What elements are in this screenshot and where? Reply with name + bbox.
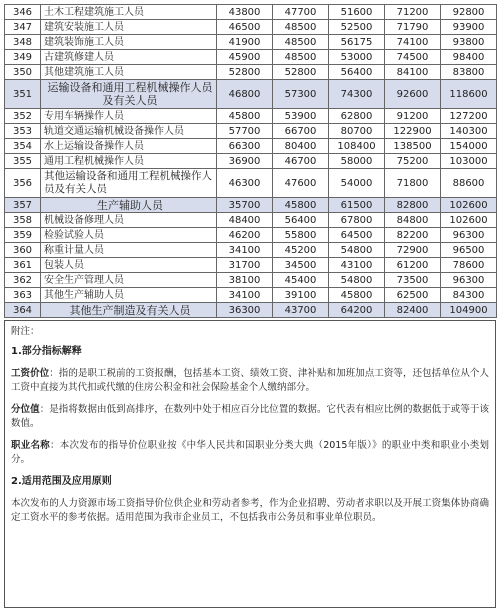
occupation-code: 363 — [5, 288, 41, 303]
table-row — [5, 243, 497, 258]
wage-value-cell: 43100 — [329, 258, 385, 273]
wage-value-cell: 46700 — [273, 154, 329, 169]
wage-value-cell: 61200 — [385, 258, 441, 273]
wage-value-cell: 92600 — [385, 80, 441, 109]
occupation-name: 其他建筑施工人员 — [41, 65, 217, 80]
wage-value-cell: 102600 — [441, 198, 497, 213]
occupation-code: 354 — [5, 139, 41, 154]
wage-value-cell: 140300 — [441, 124, 497, 139]
wage-value-cell: 47700 — [273, 5, 329, 20]
occupation-code: 357 — [5, 198, 41, 213]
wage-value-cell: 45900 — [217, 50, 273, 65]
table-row — [5, 35, 497, 50]
table-row — [5, 228, 497, 243]
wage-value-cell: 80400 — [273, 139, 329, 154]
wage-value-cell: 122900 — [385, 124, 441, 139]
occupation-code: 350 — [5, 65, 41, 80]
wage-value-cell: 74100 — [385, 35, 441, 50]
wage-value-cell: 61500 — [329, 198, 385, 213]
wage-value-cell: 34100 — [217, 243, 273, 258]
occupation-name: 其他运输设备和通用工程机械操作人员及有关人员 — [41, 169, 217, 198]
wage-value-cell: 75200 — [385, 154, 441, 169]
wage-value-cell: 83800 — [441, 65, 497, 80]
occupation-name: 轨道交通运输机械设备操作人员 — [41, 124, 217, 139]
occupation-code: 346 — [5, 5, 41, 20]
wage-term: 工资价位 — [11, 368, 50, 379]
wage-value-cell: 64200 — [329, 303, 385, 318]
wage-value-cell: 46500 — [217, 20, 273, 35]
wage-value-cell: 45800 — [329, 288, 385, 303]
occupation-code: 358 — [5, 213, 41, 228]
occupation-code: 353 — [5, 124, 41, 139]
wage-value-cell: 52800 — [217, 65, 273, 80]
occupation-name: 土木工程建筑施工人员 — [41, 5, 217, 20]
wage-value-cell: 54800 — [329, 243, 385, 258]
table-row — [5, 154, 497, 169]
wage-value-cell: 71790 — [385, 20, 441, 35]
table-row — [5, 50, 497, 65]
section-2-heading: 2.适用范围及应用原则 — [11, 476, 112, 487]
wage-value-cell: 118600 — [441, 80, 497, 109]
occupation-name: 建筑装饰施工人员 — [41, 35, 217, 50]
occupation-name: 生产辅助人员 — [41, 198, 217, 213]
table-row — [5, 124, 497, 139]
wage-text: ：指的是职工税前的工资报酬，包括基本工资、绩效工资、津补贴和加班加点工资等，还包括单位从个人工资中直接为其代扣或代缴的住房公积金和社会保险基金个人缴纳部分。 — [11, 368, 489, 393]
wage-value-cell: 72900 — [385, 243, 441, 258]
table-row — [5, 258, 497, 273]
wage-value-cell: 46200 — [217, 228, 273, 243]
occupation-name: 包装人员 — [41, 258, 217, 273]
wage-value-cell: 127200 — [441, 109, 497, 124]
wage-value-cell: 91200 — [385, 109, 441, 124]
occupation-name: 通用工程机械操作人员 — [41, 154, 217, 169]
occupation-name: 称重计量人员 — [41, 243, 217, 258]
occupation-code: 355 — [5, 154, 41, 169]
occupation-definition — [11, 439, 489, 467]
wage-value-cell: 36300 — [217, 303, 273, 318]
wage-value-cell: 96300 — [441, 273, 497, 288]
occupation-name: 古建筑修建人员 — [41, 50, 217, 65]
wage-value-cell: 74300 — [329, 80, 385, 109]
wage-value-cell: 48500 — [273, 20, 329, 35]
table-row — [5, 139, 497, 154]
wage-value-cell: 45800 — [217, 109, 273, 124]
wage-value-cell: 82200 — [385, 228, 441, 243]
wage-value-cell: 98400 — [441, 50, 497, 65]
wage-value-cell: 56400 — [273, 213, 329, 228]
wage-value-cell: 53900 — [273, 109, 329, 124]
percentile-text: ：是指将数据由低到高排序，在数列中处于相应百分比位置的数据。它代表有相应比例的数据低于或等于该数值。 — [11, 404, 489, 429]
wage-value-cell: 39100 — [273, 288, 329, 303]
wage-value-cell: 71200 — [385, 5, 441, 20]
table-row — [5, 273, 497, 288]
occupation-code: 351 — [5, 80, 41, 109]
notes-lead: 附注： — [11, 326, 40, 337]
wage-value-cell: 34500 — [273, 258, 329, 273]
wage-value-cell: 84800 — [385, 213, 441, 228]
wage-value-cell: 78600 — [441, 258, 497, 273]
occupation-code: 348 — [5, 35, 41, 50]
table-row — [5, 5, 497, 20]
wage-value-cell: 48400 — [217, 213, 273, 228]
occupation-code: 364 — [5, 303, 41, 318]
wage-value-cell: 45200 — [273, 243, 329, 258]
occupation-code: 349 — [5, 50, 41, 65]
wage-value-cell: 45800 — [273, 198, 329, 213]
wage-value-cell: 93900 — [441, 20, 497, 35]
occupation-text: ：本次发布的指导价位职业按《中华人民共和国职业分类大典（2015年版）》的职业中类和职业小类划分。 — [11, 440, 489, 465]
occupation-code: 359 — [5, 228, 41, 243]
wage-value-cell: 46800 — [217, 80, 273, 109]
wage-value-cell: 80700 — [329, 124, 385, 139]
wage-value-cell: 46300 — [217, 169, 273, 198]
wage-value-cell: 62800 — [329, 109, 385, 124]
wage-definition — [11, 367, 489, 395]
occupation-name: 机械设备修理人员 — [41, 213, 217, 228]
wage-value-cell: 96500 — [441, 243, 497, 258]
occupation-name: 其他生产制造及有关人员 — [41, 303, 217, 318]
wage-value-cell: 82400 — [385, 303, 441, 318]
wage-value-cell: 34100 — [217, 288, 273, 303]
wage-value-cell: 54800 — [329, 273, 385, 288]
occupation-code: 362 — [5, 273, 41, 288]
wage-value-cell: 84100 — [385, 65, 441, 80]
wage-table — [4, 4, 497, 318]
wage-value-cell: 73500 — [385, 273, 441, 288]
scope-paragraph: 本次发布的人力资源市场工资指导价位供企业和劳动者参考，作为企业招聘、劳动者求职以及开展工资集体协商确定工资水平的参考依据。适用范围为我市企业员工，不包括我市公务员和事业单位职员。 — [11, 498, 489, 523]
wage-table-body — [5, 5, 497, 318]
table-row — [5, 109, 497, 124]
wage-value-cell: 104900 — [441, 303, 497, 318]
occupation-name: 运输设备和通用工程机械操作人员及有关人员 — [41, 80, 217, 109]
wage-value-cell: 64500 — [329, 228, 385, 243]
wage-value-cell: 62500 — [385, 288, 441, 303]
occupation-term: 职业名称 — [11, 440, 51, 451]
table-row — [5, 288, 497, 303]
occupation-code: 361 — [5, 258, 41, 273]
wage-value-cell: 74500 — [385, 50, 441, 65]
table-row — [5, 169, 497, 198]
wage-value-cell: 56175 — [329, 35, 385, 50]
wage-value-cell: 52800 — [273, 65, 329, 80]
wage-value-cell: 55800 — [273, 228, 329, 243]
wage-value-cell: 38100 — [217, 273, 273, 288]
wage-value-cell: 43800 — [217, 5, 273, 20]
wage-value-cell: 71800 — [385, 169, 441, 198]
wage-value-cell: 67800 — [329, 213, 385, 228]
wage-value-cell: 57300 — [273, 80, 329, 109]
wage-value-cell: 82800 — [385, 198, 441, 213]
wage-value-cell: 66300 — [217, 139, 273, 154]
wage-value-cell: 56400 — [329, 65, 385, 80]
wage-value-cell: 57700 — [217, 124, 273, 139]
occupation-code: 356 — [5, 169, 41, 198]
occupation-code: 347 — [5, 20, 41, 35]
wage-value-cell: 47600 — [273, 169, 329, 198]
occupation-name: 安全生产管理人员 — [41, 273, 217, 288]
wage-value-cell: 36900 — [217, 154, 273, 169]
occupation-name: 建筑安装施工人员 — [41, 20, 217, 35]
wage-value-cell: 154000 — [441, 139, 497, 154]
wage-value-cell: 108400 — [329, 139, 385, 154]
wage-value-cell: 58000 — [329, 154, 385, 169]
table-row — [5, 20, 497, 35]
wage-value-cell: 52500 — [329, 20, 385, 35]
wage-value-cell: 138500 — [385, 139, 441, 154]
wage-value-cell: 31700 — [217, 258, 273, 273]
wage-value-cell: 92800 — [441, 5, 497, 20]
wage-value-cell: 51600 — [329, 5, 385, 20]
occupation-code: 360 — [5, 243, 41, 258]
wage-value-cell: 45400 — [273, 273, 329, 288]
percentile-term: 分位值 — [11, 404, 40, 415]
wage-value-cell: 48500 — [273, 50, 329, 65]
wage-value-cell: 102600 — [441, 213, 497, 228]
table-row — [5, 213, 497, 228]
wage-value-cell: 53000 — [329, 50, 385, 65]
wage-value-cell: 41900 — [217, 35, 273, 50]
table-row — [5, 303, 497, 318]
wage-value-cell: 93800 — [441, 35, 497, 50]
section-1-heading: 1.部分指标解释 — [11, 346, 82, 357]
percentile-definition — [11, 403, 489, 431]
wage-value-cell: 84300 — [441, 288, 497, 303]
occupation-name: 专用车辆操作人员 — [41, 109, 217, 124]
occupation-name: 水上运输设备操作人员 — [41, 139, 217, 154]
notes-box — [4, 320, 496, 608]
occupation-code: 352 — [5, 109, 41, 124]
occupation-name: 检验试验人员 — [41, 228, 217, 243]
table-row — [5, 80, 497, 109]
wage-value-cell: 43700 — [273, 303, 329, 318]
occupation-name: 其他生产辅助人员 — [41, 288, 217, 303]
table-row — [5, 65, 497, 80]
wage-value-cell: 88600 — [441, 169, 497, 198]
wage-value-cell: 66700 — [273, 124, 329, 139]
table-row — [5, 198, 497, 213]
wage-value-cell: 48500 — [273, 35, 329, 50]
wage-value-cell: 103000 — [441, 154, 497, 169]
wage-value-cell: 54000 — [329, 169, 385, 198]
wage-value-cell: 96300 — [441, 228, 497, 243]
wage-value-cell: 35700 — [217, 198, 273, 213]
